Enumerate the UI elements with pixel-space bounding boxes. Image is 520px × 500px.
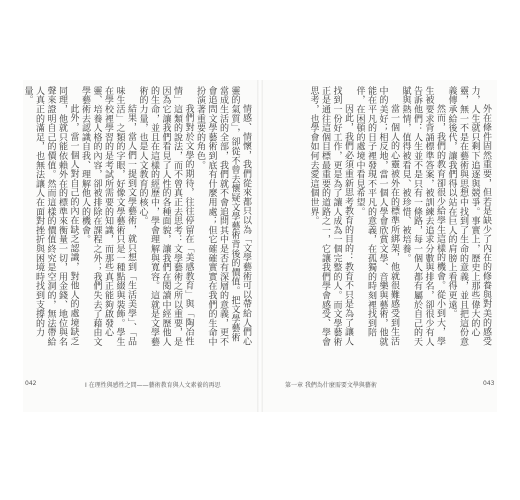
paragraph: 此外，當一個人對自己的內在缺乏認識，對他人的處境缺乏同理，他就只能依賴外在的標準來衡量一切，用金錢、地位與名聲來證明自己的價值。然而這樣的價值終究是空洞的，無法帶給人真正的滿足，也無法讓人在面對挫折與困境時找到支撐的力量。 — [22, 86, 79, 347]
running-head: 第一章 我們為什麼需要文學與藝術 — [285, 382, 377, 389]
paragraph: 外在條件固然重要，但若是缺少了內在的修養與對美的感受力，人生就只剩下追逐與競爭。事實上，歷史上那些偉大的心靈，無一不是在藝術與思想中找到了生命的意義，並且把這份意義傳承給後代，讓我們得以站在巨人的肩膀上看得更遠。 — [446, 86, 491, 347]
paragraph: 情感、情懷，我們從來都只以為「文學藝術可以帶給人們心靈的氣質」，卻從不曾去懷疑文學藝術背後的價值。把文學藝術當成生活的全部，我們就不會追問其中是否有深層的意義，更不會追問文學藝術到底有什麼用處；但它確確實實在我們的生命中扮演著重要的角色。 — [195, 86, 251, 347]
paragraph: 當一個人的心靈被外在的標準所綁架，他就很難感受到生活中的美好；相反地，當一個人學會欣賞文學、音樂與藝術，他就能在平凡的日子裡發現不平凡的意義，在孤獨的時刻裡找到陪伴，在困頓的處境中看見希望。 — [354, 86, 399, 347]
left-page-text — [22, 86, 251, 348]
page-number: 043 — [483, 380, 495, 387]
paragraph: 我們對於文學的期待，往往停留在「美感教育」與「陶冶性情」這類的說法，而不曾真正去思考：文學藝術之所以重要，是因為它讓我們看見了人性的各種面貌，讓我們在閱讀中經歷他人的生命，並且在這樣的經歷中，學會理解與寬容。這就是文學藝術的力量，也是人文教育的核心。 — [137, 86, 194, 347]
right-page — [263, 80, 497, 412]
book-spread — [23, 80, 497, 412]
paragraph: 結果，當人們一提到文學藝術，就只想到「生活美學」、「品味生活」之類的字眼，好像文學藝術只是一種點綴與裝飾。學生在學校裡學習的是考試所需要的知識，而那些真正能夠啟發心靈、培養人格的內容，卻被排除在課程之外；我們失去了藉由文學藝術去認識自我、理解他人的機會。 — [80, 86, 136, 347]
running-head: I 在理性與感性之間——藝術教育與人文素養的再思 — [85, 382, 221, 389]
paragraph: 因此，我們必須重新思考教育的目的：教育不只是為了讓人找到一份好工作，更是為了讓人成為一個完整的人。而文學藝術正是通往這個目標最重要的道路之一，它讓我們學會感受、學會思考，也學會如何去愛這個世界。 — [308, 86, 353, 347]
paragraph: 然而，我們的教育卻很少給學生這樣的機會。從小到大，學生被要求背誦標準答案，被訓練去追求分數與排名，卻很少有人告訴他們：人生並不是只有一條路，每一個人都有屬於自己的天賦與熱情，值得被看見、被珍惜、被培養。 — [400, 86, 445, 347]
left-page — [23, 80, 257, 412]
right-page-text — [269, 86, 491, 348]
page-number: 042 — [25, 380, 37, 387]
